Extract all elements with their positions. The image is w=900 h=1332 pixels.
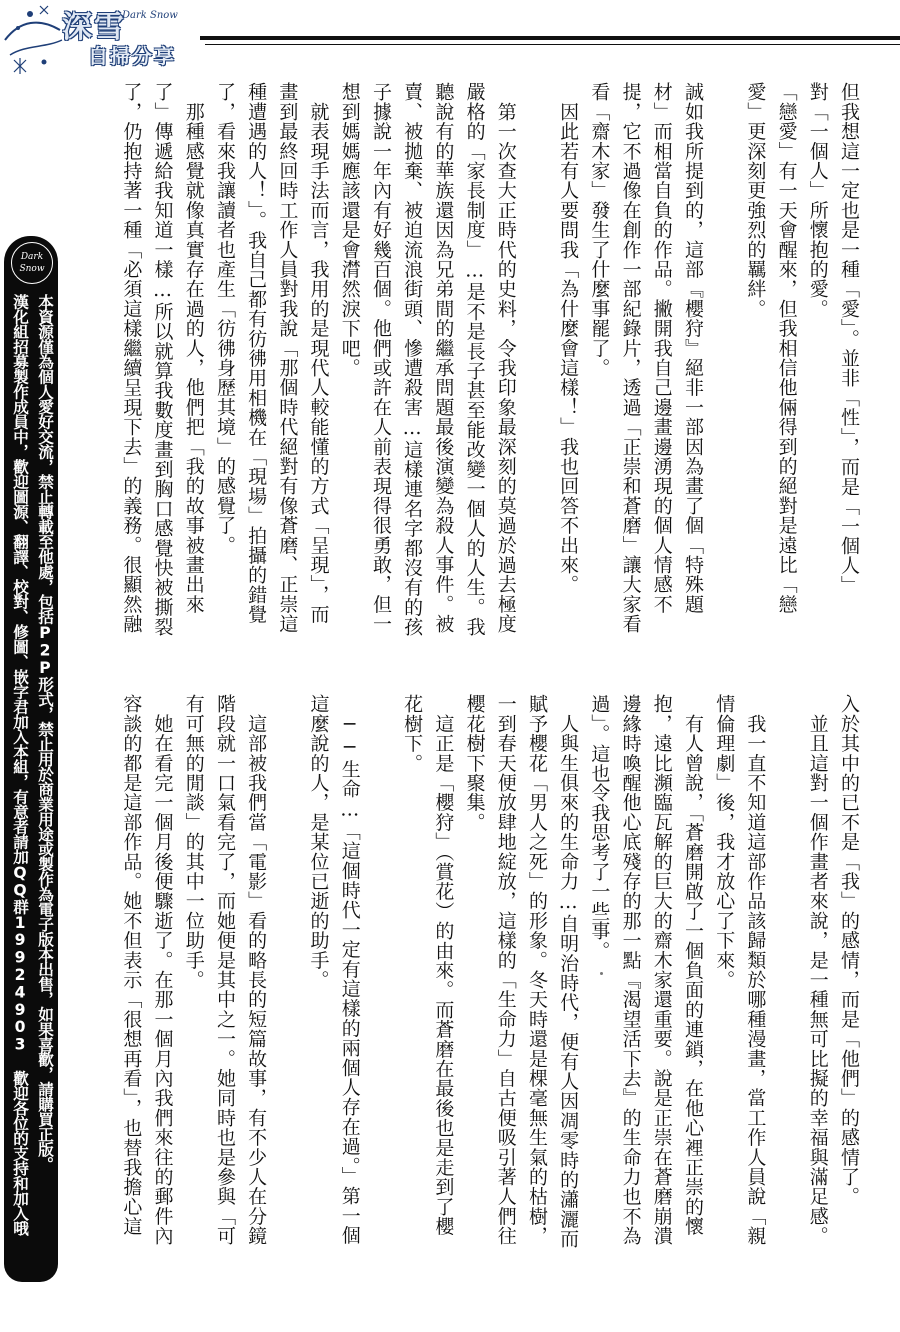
- text-line: [708, 82, 739, 647]
- text-line: 看「齋木家」發生了什麼事罷了。: [588, 82, 611, 378]
- text-line: 有可無的閒談」的其中一位助手。: [182, 694, 205, 990]
- text-line: 有人曾說，「蒼磨開啟了一個負面的連鎖，在他心裡正崇的懷: [681, 694, 704, 1237]
- site-logo: [0, 0, 230, 80]
- text-line: 邊緣時喚醒他心底殘存的那一點『渴望活下去』的生命力也不為: [619, 694, 642, 1246]
- text-line: 我一直不知道這部作品該歸類於哪種漫畫，當工作人員說「親: [744, 694, 767, 1246]
- text-line: 這麼說的人，是某位已逝的助手。: [307, 694, 330, 990]
- text-line: 了」傳遞給我知道一樣…所以就算我數度畫到胸口感覺快被撕裂: [151, 82, 174, 637]
- text-line: 對「一個人」所懷抱的愛。: [806, 82, 829, 319]
- text-line: 賦予櫻花「男人之死」的形象。冬天時還是棵毫無生氣的枯樹，: [525, 694, 548, 1246]
- text-line: [271, 694, 302, 1294]
- text-line: 賣、被拋棄、被迫流浪街頭、慘遭殺害…這樣連名字都沒有的孩: [401, 82, 424, 637]
- text-line: 因此若有人要問我「為什麼會這樣！」我也回答不出來。: [557, 82, 580, 595]
- text-line: ──生命…「這個時代一定有這樣的兩個人存在過。」第一個: [338, 694, 361, 1246]
- badge-line-1: Dark: [20, 252, 44, 262]
- text-line: 一到春天便放肆地綻放，這樣的「生命力」自古便吸引著人們往: [494, 694, 517, 1246]
- text-line: 愛」更深刻更強烈的羈絆。: [744, 82, 767, 319]
- text-line: 嚴格的「家長制度」…是不是長子甚至能改變一個人的人生。我: [463, 82, 486, 637]
- afterword-text-top: [84, 82, 864, 647]
- logo-subtitle: 自掃分享: [88, 44, 176, 68]
- text-line: 子據說一年內有好幾百個。他們或許在人前表現得很勇敢，但一: [369, 82, 392, 634]
- badge-line-2: Snow: [19, 264, 45, 274]
- text-line: 容談的都是這部作品。她不但表示「很想再看」，也替我擔心這: [120, 694, 143, 1237]
- afterword-text-bottom: [84, 694, 864, 1294]
- text-line: 情倫理劇」後，我才放心了下來。: [713, 694, 736, 990]
- text-line: 那種感覺就像真實存在過的人，他們把「我的故事被畫出來: [182, 82, 205, 614]
- logo-title: 深雪: [62, 10, 126, 45]
- text-line: 就表現手法而言，我用的是現代人較能懂的方式「呈現」，而: [307, 82, 330, 625]
- header-rule-thin: [205, 44, 900, 45]
- text-line: 花樹下。: [401, 694, 424, 773]
- text-line: 提，它不過像在創作一部紀錄片，透過「正崇和蒼磨」讓大家看: [619, 82, 642, 634]
- text-line: 「戀愛」有一天會醒來，但我相信他倆得到的絕對是遠比「戀: [775, 82, 798, 614]
- text-line: 並且這對一個作畫者來說，是一種無可比擬的幸福與滿足感。: [806, 694, 829, 1246]
- text-line: 畫到最終回時工作人員對我說「那個時代絕對有像蒼磨、正崇這: [276, 82, 299, 634]
- text-line: 入於其中的已不是「我」的感情，而是「他們」的感情了。: [838, 694, 860, 1207]
- text-line: [521, 82, 552, 647]
- text-line: 人與生俱來的生命力…自明治時代，便有人因凋零時的瀟灑而: [557, 694, 580, 1249]
- text-line: 但我想這一定也是一種「愛」。並非「性」，而是「一個人」: [838, 82, 860, 595]
- text-line: 第一次查大正時代的史料，令我印象最深刻的莫過於過去極度: [494, 82, 517, 634]
- text-line: 材」而相當自負的作品。撇開我自己邊畫邊湧現的個人情感不: [650, 82, 673, 614]
- text-line: 聽說有的華族還因為兄弟間的繼承問題最後演變為殺人事件。被: [432, 82, 455, 634]
- text-line: 這正是「櫻狩」（賞花）的由來。而蒼磨在最後也是走到了櫻: [432, 694, 455, 1237]
- text-line: [365, 694, 396, 1294]
- text-line: 想到媽媽應該還是會潸然淚下吧。: [338, 82, 361, 378]
- text-line: 階段就一口氣看完了，而她便是其中之一。她同時也是參與「可: [213, 694, 236, 1246]
- text-line: 櫻花樹下聚集。: [463, 694, 486, 832]
- text-line: 這部被我們當「電影」看的略長的短篇故事，有不少人在分鏡: [245, 694, 268, 1246]
- text-line: 她在看完一個月後便驟逝了。在那一個月內我們來往的郵件內: [151, 694, 174, 1246]
- notice-line-2: 漢化組招募製作成員中，歡迎圖源、翻譯、校對、修圖、嵌字君加入本組，有意者請加QQ群19924903 歡迎各位的支持和加入哦: [11, 294, 29, 1236]
- text-line: 了，仍抱持著一種「必須這樣繼續呈現下去」的義務。很顯然融: [120, 82, 143, 634]
- scan-speck: [600, 972, 603, 975]
- header-rule: [200, 36, 900, 40]
- dark-snow-badge: [11, 242, 53, 284]
- scanlation-notice: [4, 236, 58, 1282]
- text-line: 抱，遠比瀕臨瓦解的巨大的齋木家還重要。說是正崇在蒼磨崩潰: [650, 694, 673, 1246]
- logo-english: Dark Snow: [122, 10, 178, 21]
- text-line: 過」。這也令我思考了一些事。: [588, 694, 611, 961]
- text-line: 種遭遇的人！」。我自己都有彷彿用相機在「現場」拍攝的錯覺: [245, 82, 268, 625]
- text-line: [770, 694, 801, 1294]
- text-line: 了，看來我讓讀者也產生「彷彿身歷其境」的感覺了。: [213, 82, 236, 555]
- text-line: 誠如我所提到的，這部『櫻狩』絕非一部因為畫了個「特殊題: [681, 82, 704, 614]
- notice-line-1: 本資源僅為個人愛好交流，禁止轉載至他處，包括P2P形式，禁止用於商業用途或製作為電子版本出售，如果喜歡，請購買正版。: [36, 294, 54, 1172]
